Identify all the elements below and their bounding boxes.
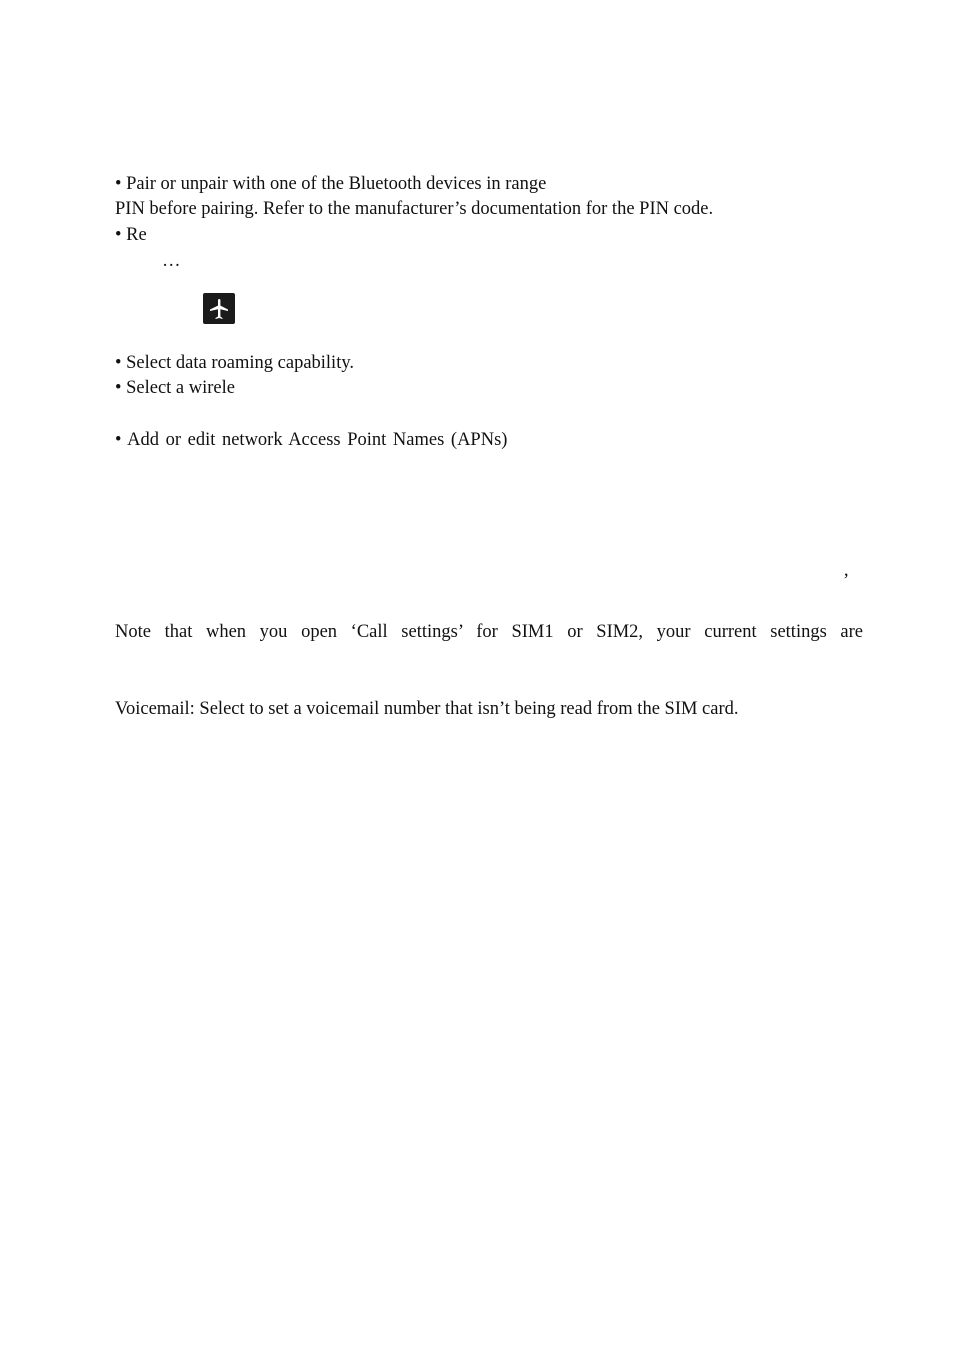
airplane-mode-icon (203, 293, 235, 324)
re-bullet: • Re (115, 225, 147, 245)
voicemail-text: Voicemail: Select to set a voicemail number that isn’t being read from the SIM card. (115, 699, 739, 719)
apn-bullet: • Add or edit network Access Point Names (APNs) (115, 430, 508, 450)
call-settings-note: Note that when you open ‘Call settings’ for SIM1 or SIM2, your current settings are (115, 622, 863, 642)
bluetooth-pair-bullet: • Pair or unpair with one of the Bluetooth devices in range (115, 174, 547, 194)
stray-comma: ’ (843, 571, 850, 591)
ellipsis-text: … (162, 251, 181, 271)
select-wireless-bullet: • Select a wirele (115, 378, 235, 398)
data-roaming-bullet: • Select data roaming capability. (115, 353, 355, 373)
bluetooth-pin-text: PIN before pairing. Refer to the manufacturer’s documentation for the PIN code. (115, 199, 714, 219)
